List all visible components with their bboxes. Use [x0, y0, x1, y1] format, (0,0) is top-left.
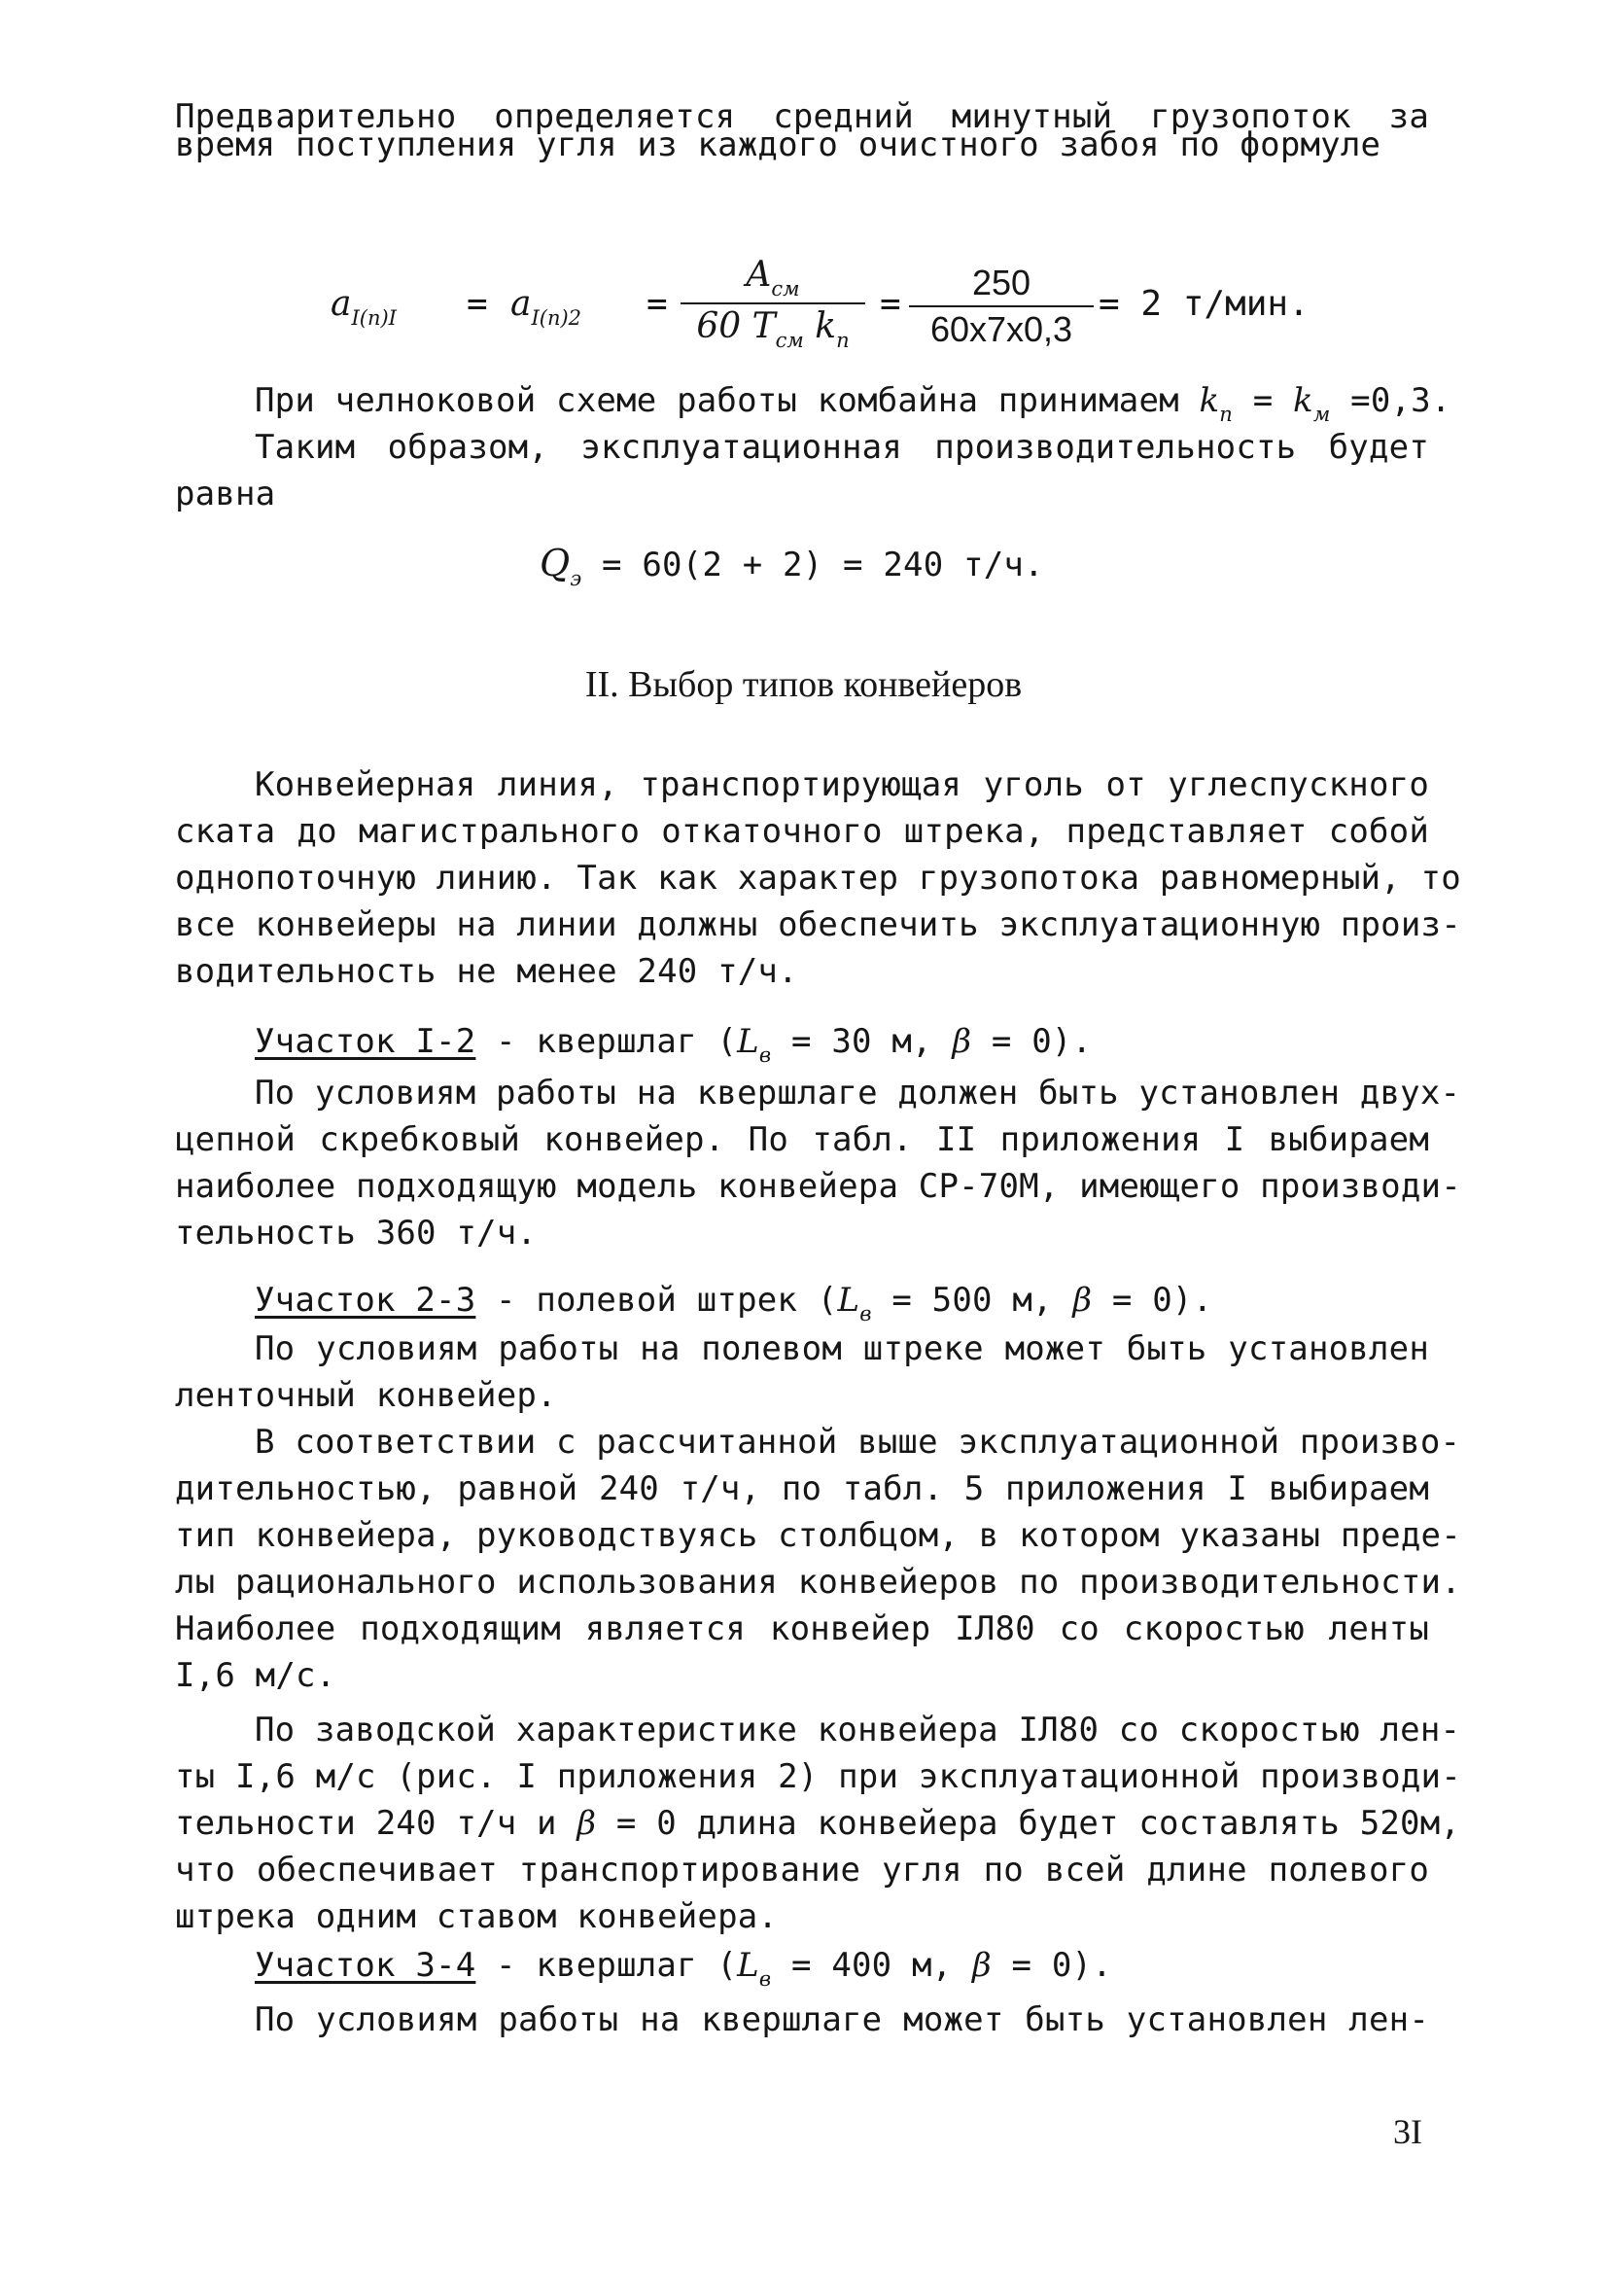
section-title: Участок 2-3 — [255, 1281, 476, 1320]
section-title: Участок 3-4 — [255, 1946, 476, 1985]
text-line: ты I,6 м/с (рис. I приложения 2) при эксплуатационной производи- — [175, 1757, 1461, 1796]
text-line: что обеспечивает транспортирование угля по всей длине полевого — [175, 1851, 1429, 1890]
text-line: Наиболее подходящим является конвейер IЛ80 со скоростью ленты — [175, 1609, 1429, 1648]
text-line: однопоточную линию. Так как характер грузопотока равномерный, то — [175, 859, 1461, 898]
section-heading: II. Выбор типов конвейеров — [584, 664, 1023, 705]
text-line: равна — [175, 475, 276, 513]
section-line: Участок 2-3 - полевой штрек ($L_в = 500$ м, β = 0). — [255, 1281, 1213, 1325]
page-number: 3I — [1393, 2112, 1422, 2151]
text-line: Таким образом, эксплуатационная производительность будет — [255, 428, 1429, 467]
text-line: ленточный конвейер. — [175, 1376, 557, 1415]
text-line: По условиям работы на полевом штреке может быть установлен — [255, 1329, 1429, 1368]
text-line: штрека одним ставом конвейера. — [175, 1897, 779, 1936]
text-line: При челноковой схеме работы комбайна принимаем $k_п = k_м =0,3$. — [255, 381, 1451, 426]
text-line: тип конвейера, руководствуясь столбцом, в котором указаны преде- — [175, 1516, 1461, 1555]
text-line: тельности 240 т/ч и β = 0 длина конвейера будет составлять 520м, — [175, 1804, 1461, 1843]
section-line: Участок 3-4 - квершлаг ($L_в = 400$ м, β = 0). — [255, 1946, 1112, 1991]
text-line: водительность не менее 240 т/ч. — [175, 952, 798, 991]
section-line: Участок I-2 - квершлаг ($L_в = 30$ м, β = 0). — [255, 1022, 1093, 1067]
formula-result: = 2 т/мин. — [1099, 284, 1310, 324]
formula-productivity: $Q_э = 60(2 + 2) = 240$ т/ч. — [540, 542, 1044, 590]
text-line: I,6 м/с. — [175, 1656, 336, 1695]
formula-fraction-numeric: $\frac{250}{60x7x0,3}$ — [909, 263, 1094, 350]
text-line: По условиям работы на квершлаге должен быть установлен двух- — [255, 1074, 1461, 1113]
text-line: ската до магистрального откаточного штрека, представляет собой — [175, 812, 1429, 851]
text-line: Конвейерная линия, транспортирующая уголь от углеспускного — [255, 765, 1429, 804]
text-line: тельность 360 т/ч. — [175, 1214, 538, 1253]
text-line: наиболее подходящую модель конвейера СР-70М, имеющего производи- — [175, 1167, 1461, 1206]
text-line: В соответствии с рассчитанной выше эксплуатационной произво- — [255, 1423, 1461, 1462]
formula-lhs-a2: $a_{I(n)2}$ — [510, 284, 582, 330]
text-line: Предварительно определяется средний минутный грузопоток за — [175, 97, 1429, 136]
text-line: лы рационального использования конвейеров по производительности. — [175, 1563, 1461, 1602]
text-line: По условиям работы на квершлаге может быть установлен лен- — [255, 2000, 1429, 2039]
formula-equals: = — [467, 284, 488, 324]
text-line: По заводской характеристике конвейера IЛ80 со скоростью лен- — [255, 1711, 1461, 1749]
text-line: время поступления угля из каждого очистного забоя по формуле — [175, 125, 1381, 164]
formula-fraction-symbolic: $A_{см}$ 60 $T_{см}$ $k_п$ — [681, 255, 865, 352]
text-line: цепной скребковый конвейер. По табл. II приложения I выбираем — [175, 1120, 1429, 1159]
section-title: Участок I-2 — [255, 1022, 476, 1061]
text-line: все конвейеры на линии должны обеспечить эксплуатационную произ- — [175, 905, 1461, 944]
text-line: дительностью, равной 240 т/ч, по табл. 5 приложения I выбираем — [175, 1469, 1429, 1508]
formula-equals: = — [880, 284, 901, 324]
formula-lhs-a1: $a_{I(n)I}$ — [331, 284, 397, 330]
formula-equals: = — [646, 284, 668, 324]
